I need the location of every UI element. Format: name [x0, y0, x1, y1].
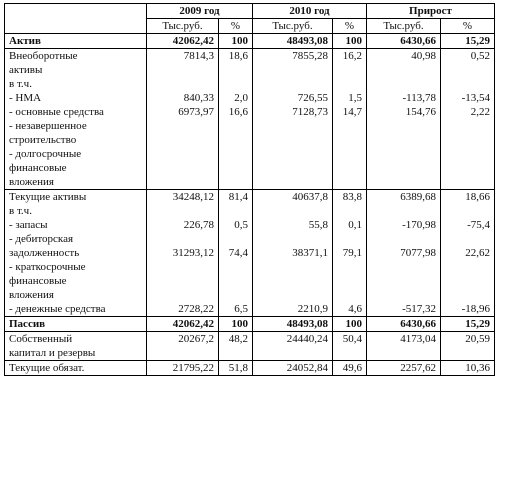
- growth-value: 154,76: [405, 106, 436, 118]
- row-label-line: финансовые: [9, 162, 67, 174]
- value-2010: [257, 232, 328, 246]
- value-2009: [151, 274, 214, 288]
- pct-2010: 0,1: [348, 219, 362, 231]
- pct-2010: [337, 260, 362, 274]
- value-2010: [257, 63, 328, 77]
- row-label-line: - запасы: [9, 219, 48, 231]
- value-2009: [151, 260, 214, 274]
- value-2009-cell: [147, 332, 219, 361]
- value-2010: 48493,08: [286, 35, 328, 47]
- value-2009-cell: [147, 190, 219, 317]
- pct-2009-cell: [219, 34, 253, 49]
- value-2009: [151, 232, 214, 246]
- pct-2010: 100: [345, 318, 362, 330]
- pct-2009: 81,4: [228, 191, 248, 203]
- pct-2010-cell: [333, 361, 367, 376]
- growth-pct-cell: [441, 190, 495, 317]
- value-2009: 42062,42: [172, 318, 214, 330]
- growth-value: [371, 260, 436, 274]
- row-label-line: строительство: [9, 134, 77, 146]
- value-2009: 6973,97: [178, 106, 214, 118]
- pct-2009: 100: [231, 35, 248, 47]
- value-2009: 840,33: [183, 92, 214, 104]
- value-2010: [257, 77, 328, 91]
- pct-2009: 18,6: [228, 50, 248, 62]
- header-unit-2009: Тыс.руб.: [147, 19, 219, 34]
- value-2010-cell: [253, 49, 333, 190]
- pct-2010: [337, 77, 362, 91]
- row-label-cell: [5, 317, 147, 332]
- row-label-cell: [5, 190, 147, 317]
- row-label-line: задолженность: [9, 247, 80, 259]
- pct-2009: 0,5: [234, 219, 248, 231]
- value-2009: [151, 204, 214, 218]
- growth-value-cell: [367, 190, 441, 317]
- row-label-line: капитал и резервы: [9, 347, 96, 359]
- pct-2010: 14,7: [342, 106, 362, 118]
- header-pct-2009: %: [219, 19, 253, 34]
- growth-value: [371, 63, 436, 77]
- value-2010: 40637,8: [292, 191, 328, 203]
- growth-pct-cell: [441, 332, 495, 361]
- pct-2009-cell: [219, 190, 253, 317]
- growth-value: 6430,66: [400, 35, 436, 47]
- growth-pct: [445, 63, 490, 77]
- value-2009: 7814,3: [183, 50, 214, 62]
- row-label-line: Собственный: [9, 333, 73, 345]
- value-2010-cell: [253, 317, 333, 332]
- header-corner-cell: [5, 4, 147, 34]
- growth-pct: -18,96: [461, 303, 490, 315]
- value-2010: 24052,84: [286, 362, 328, 374]
- pct-2009: 100: [231, 318, 248, 330]
- value-2010-cell: [253, 190, 333, 317]
- table-row: [5, 332, 495, 361]
- row-label-line: - незавершенное: [9, 120, 87, 132]
- value-2009: 226,78: [183, 219, 214, 231]
- pct-2010: 4,6: [348, 303, 362, 315]
- growth-pct: [445, 77, 490, 91]
- pct-2009-cell: [219, 49, 253, 190]
- table-body: [5, 34, 495, 376]
- value-2010: [257, 288, 328, 302]
- pct-2010: [337, 232, 362, 246]
- value-2010: [257, 274, 328, 288]
- table-row: [5, 49, 495, 190]
- row-label-line: - НМА: [9, 92, 42, 104]
- header-unit-2010: Тыс.руб.: [253, 19, 333, 34]
- value-2009: 34248,12: [172, 191, 214, 203]
- growth-pct: 18,66: [465, 191, 490, 203]
- pct-2009: 74,4: [228, 247, 248, 259]
- value-2010: 24440,24: [286, 333, 328, 345]
- table-row: [5, 190, 495, 317]
- growth-pct: 15,29: [465, 318, 490, 330]
- growth-value: -517,32: [402, 303, 436, 315]
- pct-2009: 16,6: [228, 106, 248, 118]
- value-2010-cell: [253, 361, 333, 376]
- header-year-2009: 2009 год: [147, 4, 253, 19]
- row-label-line: - дебиторская: [9, 233, 74, 245]
- row-label-cell: [5, 332, 147, 361]
- growth-value: 7077,98: [400, 247, 436, 259]
- growth-value: 40,98: [411, 50, 436, 62]
- value-2009: [151, 63, 214, 77]
- pct-2010: 49,6: [342, 362, 362, 374]
- row-label-cell: [5, 49, 147, 190]
- value-2010: 2210,9: [297, 303, 328, 315]
- pct-2010-cell: [333, 190, 367, 317]
- pct-2010: 79,1: [342, 247, 362, 259]
- row-label-cell: [5, 34, 147, 49]
- value-2010: 38371,1: [292, 247, 328, 259]
- header-row-years: [5, 4, 495, 19]
- row-label-line: активы: [9, 64, 43, 76]
- row-label-cell: [5, 361, 147, 376]
- growth-pct-cell: [441, 361, 495, 376]
- growth-value: -170,98: [402, 219, 436, 231]
- growth-pct: -75,4: [467, 219, 490, 231]
- table-row: [5, 34, 495, 49]
- pct-2009: [223, 204, 248, 218]
- value-2009: 21795,22: [172, 362, 214, 374]
- growth-value: -113,78: [402, 92, 436, 104]
- growth-pct-cell: [441, 317, 495, 332]
- table-row: [5, 317, 495, 332]
- pct-2009: [223, 63, 248, 77]
- row-label-line: Актив: [9, 35, 41, 47]
- row-label-line: в т.ч.: [9, 78, 32, 90]
- growth-value-cell: [367, 361, 441, 376]
- value-2009: [151, 77, 214, 91]
- growth-value: [371, 274, 436, 288]
- pct-2010: [337, 204, 362, 218]
- row-label-line: Пассив: [9, 318, 46, 330]
- growth-value: 2257,62: [400, 362, 436, 374]
- balance-analysis-table-wrapper: [4, 3, 495, 376]
- growth-pct-cell: [441, 34, 495, 49]
- value-2010: 55,8: [308, 219, 328, 231]
- growth-pct: 0,52: [470, 50, 490, 62]
- header-growth: Прирост: [367, 4, 495, 19]
- value-2009-cell: [147, 49, 219, 190]
- value-2009: [151, 288, 214, 302]
- row-label-line: - денежные средства: [9, 303, 106, 315]
- growth-value: 4173,04: [400, 333, 436, 345]
- pct-2010: 100: [345, 35, 362, 47]
- balance-analysis-table: [4, 3, 495, 376]
- growth-pct: 2,22: [470, 106, 490, 118]
- pct-2010: 50,4: [342, 333, 362, 345]
- growth-pct: [445, 204, 490, 218]
- pct-2010-cell: [333, 317, 367, 332]
- growth-value: [371, 232, 436, 246]
- header-pct-growth: %: [441, 19, 495, 34]
- pct-2009: [223, 77, 248, 91]
- row-label-line: в т.ч.: [9, 205, 32, 217]
- pct-2009-cell: [219, 332, 253, 361]
- growth-pct-cell: [441, 49, 495, 190]
- growth-pct: [445, 288, 490, 302]
- growth-pct: 22,62: [465, 247, 490, 259]
- growth-value: [371, 204, 436, 218]
- value-2009-cell: [147, 34, 219, 49]
- value-2009: 31293,12: [172, 247, 214, 259]
- pct-2009: [223, 288, 248, 302]
- value-2010: 726,55: [297, 92, 328, 104]
- value-2009: 20267,2: [178, 333, 214, 345]
- pct-2010: [337, 288, 362, 302]
- growth-value-cell: [367, 332, 441, 361]
- value-2009-cell: [147, 317, 219, 332]
- pct-2009: 51,8: [228, 362, 248, 374]
- pct-2009: [223, 232, 248, 246]
- growth-value: [371, 288, 436, 302]
- growth-value-cell: [367, 317, 441, 332]
- growth-value-cell: [367, 34, 441, 49]
- growth-pct: 10,36: [465, 362, 490, 374]
- value-2009-cell: [147, 361, 219, 376]
- pct-2010-cell: [333, 34, 367, 49]
- header-pct-2010: %: [333, 19, 367, 34]
- row-label-line: вложения: [9, 176, 54, 188]
- pct-2010-cell: [333, 49, 367, 190]
- value-2010-cell: [253, 34, 333, 49]
- table-row: [5, 361, 495, 376]
- row-label-line: финансовые: [9, 275, 67, 287]
- pct-2009: 2,0: [234, 92, 248, 104]
- pct-2009-cell: [219, 361, 253, 376]
- growth-pct: [445, 232, 490, 246]
- row-label-line: - краткосрочные: [9, 261, 86, 273]
- growth-pct: 15,29: [465, 35, 490, 47]
- value-2010: 48493,08: [286, 318, 328, 330]
- growth-pct: -13,54: [461, 92, 490, 104]
- pct-2009: [223, 260, 248, 274]
- pct-2010: [337, 63, 362, 77]
- value-2010: [257, 260, 328, 274]
- value-2009: 2728,22: [178, 303, 214, 315]
- pct-2010: 1,5: [348, 92, 362, 104]
- growth-pct: 20,59: [465, 333, 490, 345]
- growth-pct: [445, 260, 490, 274]
- header-year-2010: 2010 год: [253, 4, 367, 19]
- pct-2010: 16,2: [342, 50, 362, 62]
- value-2010-cell: [253, 332, 333, 361]
- row-label-line: Текущие активы: [9, 191, 87, 203]
- growth-value: 6430,66: [400, 318, 436, 330]
- pct-2009: 6,5: [234, 303, 248, 315]
- row-label-line: - долгосрочные: [9, 148, 82, 160]
- row-label-line: Внеоборотные: [9, 50, 78, 62]
- value-2009: 42062,42: [172, 35, 214, 47]
- growth-pct: [445, 274, 490, 288]
- pct-2009: 48,2: [228, 333, 248, 345]
- pct-2009-cell: [219, 317, 253, 332]
- row-label-line: - основные средства: [9, 106, 104, 118]
- growth-value: [371, 77, 436, 91]
- value-2010: [257, 204, 328, 218]
- value-2010: 7855,28: [292, 50, 328, 62]
- value-2010: 7128,73: [292, 106, 328, 118]
- growth-value: 6389,68: [400, 191, 436, 203]
- pct-2009: [223, 274, 248, 288]
- pct-2010: [337, 274, 362, 288]
- row-label-line: Текущие обязат.: [9, 362, 85, 374]
- growth-value-cell: [367, 49, 441, 190]
- row-label-line: вложения: [9, 289, 54, 301]
- pct-2010: 83,8: [342, 191, 362, 203]
- pct-2010-cell: [333, 332, 367, 361]
- header-unit-growth: Тыс.руб.: [367, 19, 441, 34]
